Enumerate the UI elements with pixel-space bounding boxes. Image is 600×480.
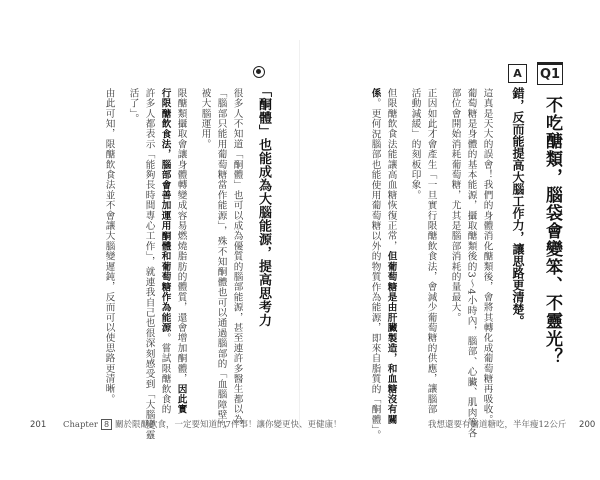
body-text-segment: 限醣類攝取會讓身體轉變成容易燃燒脂肪的體質，還會增加酮體， [175,88,187,384]
body-text-segment: 更何況腦部也能使用葡萄糖以外的物質作為能源，即來自脂質的「酮體」。 [369,108,381,441]
body-text-segment: 。嘗試限醣飲食的 [159,332,171,415]
body-text-column: 很多人不知道「酮體」也可以成為優質的腦部能源，甚至連許多醫生都以為 [231,88,243,425]
footer-title: 我想還要有醫道糖吃，半年瘦12公斤 [428,420,567,430]
body-text-column [386,88,396,425]
body-text-column: 葡萄糖是身體的基本能源，攝取醣類後的3～4小時內，腦部、心臟、肌肉等各 [465,88,477,439]
emphasis-text: 因此實 [175,383,187,415]
left-footer [30,418,341,430]
emphasis-text: 係 [369,88,381,99]
chapter-title: 關於限醣飲食，一定要知道的7件事！讓你變更快、更健康！ [115,420,342,430]
answer-title: 錯，反而能提高大腦工作力，讓思路更清楚。 [511,87,525,327]
body-text-column: 被大腦運用。 [199,88,211,150]
body-text-column [160,88,170,414]
answer-label: A [513,67,522,80]
chapter-word: Chapter [62,420,98,430]
emphasis-text: 但葡萄糖是由肝臟製造，和血糖沒有關 [385,251,397,425]
section-bullet-icon [253,66,265,78]
body-text-column: 部位會開始消耗葡萄糖，尤其是腦部消耗的量最大。 [449,88,461,323]
page-gutter [299,40,300,430]
body-text-column: 由此可知，限醣飲食法並不會讓大腦變遲鈍，反而可以使思路更清晰。 [103,88,115,405]
emphasis-text: 行 [159,88,171,99]
right-footer [428,418,595,430]
body-text-segment: 。 [369,98,381,109]
body-text-column: 許多人都表示「能夠長時間專心工作」，就連我自己也很深刻感受到「大腦變靈 [143,88,155,441]
section-title: 「酮體」也能成為大腦能源，提高思考力 [256,84,271,327]
body-text-column [370,88,380,440]
question-number: Q1 [539,67,561,82]
answer-label-box [508,64,527,83]
body-text-column: 「腦部只能用葡萄糖當作能源」，殊不知酮體也可以通過腦部的「血腦障壁」， [215,88,227,436]
chapter-number: 8 [101,419,112,430]
body-text-column: 活了」。 [127,88,139,124]
question-title: 不吃醣類，腦袋會變笨、不靈光？ [542,96,562,366]
body-text-column [176,88,186,414]
page-number: 200 [579,420,596,430]
body-text-segment: 但限醣飲食法能讓高血糖恢復正常， [385,88,397,252]
page-number: 201 [30,420,47,430]
body-text-column: 這真是天大的誤會！我們的身體消化醣類後，會將其轉化成葡萄糖再吸收。 [481,88,493,425]
emphasis-text: 限醣飲食法，腦部會善加運用酮體和葡萄糖作為能源 [159,98,171,333]
question-label-box [537,62,563,85]
body-text-column: 正因如此才會產生「一旦實行限醣飲食法，會減少葡萄糖的供應，讓腦部 [425,88,437,415]
body-text-column: 活動減緩」的刻板印象。 [409,88,421,201]
